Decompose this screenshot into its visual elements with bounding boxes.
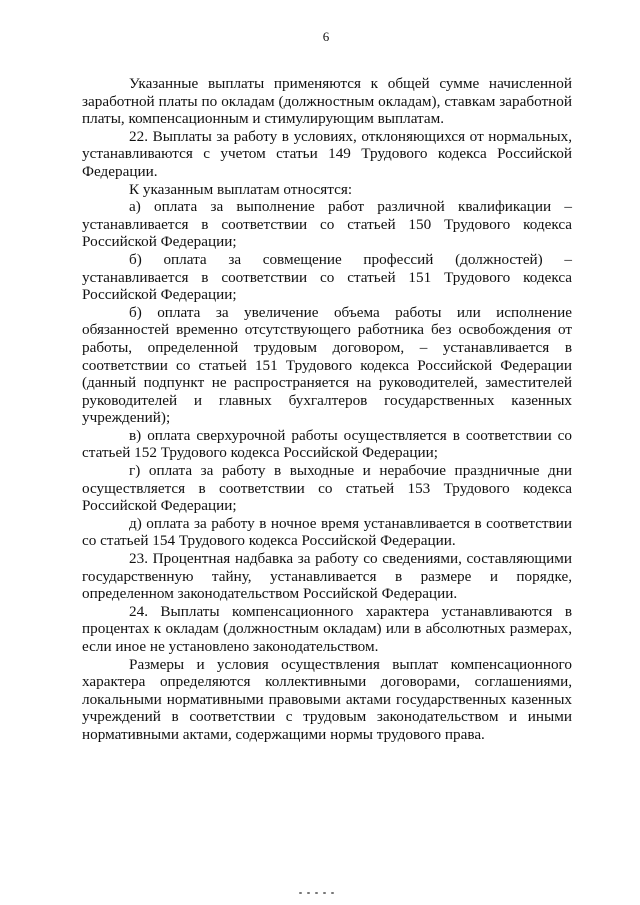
document-body [82, 75, 572, 744]
paragraph-compensation-conditions: Размеры и условия осуществления выплат компенсационного характера определяются коллективными договорами, соглашениями, локальными нормативными правовыми актами государственных казенных учреждений в соответствии с трудовым законодательством и иными нормативными актами, содержащими нормы трудового права. [82, 655, 572, 743]
list-item-v: в) оплата сверхурочной работы осуществляется в соответствии со статьей 152 Трудового кодекса Российской Федерации; [82, 426, 572, 462]
paragraph-payment-types-intro: К указанным выплатам относятся: [129, 180, 353, 198]
paragraph-payment-application: Указанные выплаты применяются к общей сумме начисленной заработной платы по окладам (должностным окладам), ставкам заработной платы, компенсационным и стимулирующим выплатам. [82, 75, 572, 128]
list-item-a: а) оплата за выполнение работ различной квалификации – устанавливается в соответствии со статьей 150 Трудового кодекса Российской Федерации; [82, 198, 572, 251]
paragraph-22: 22. Выплаты за работу в условиях, отклоняющихся от нормальных, устанавливаются с учетом статьи 149 Трудового кодекса Российской Федерации. [82, 127, 572, 180]
list-item-d: д) оплата за работу в ночное время устанавливается в соответствии со статьей 154 Трудового кодекса Российской Федерации. [82, 514, 572, 550]
page-number: 6 [322, 29, 330, 44]
list-item-g: г) оплата за работу в выходные и нерабочие праздничные дни осуществляется в соответствии со статьей 153 Трудового кодекса Российской Федерации; [82, 462, 572, 515]
paragraph-24: 24. Выплаты компенсационного характера устанавливаются в процентах к окладам (должностным окладам) или в абсолютных размерах, если иное не установлено законодательством. [82, 602, 572, 655]
paragraph-23: 23. Процентная надбавка за работу со сведениями, составляющими государственную тайну, устанавливается в размере и порядке, определенном законодательством Российской Федерации. [82, 550, 572, 603]
list-item-b-combined-professions: б) оплата за совмещение профессий (должностей) – устанавливается в соответствии со статьей 151 Трудового кодекса Российской Федерации; [82, 250, 572, 304]
list-item-b-increased-workload: б) оплата за увеличение объема работы или исполнение обязанностей временно отсутствующего работника без освобождения от работы, определенной трудовым договором, – устанавливается в соответствии со статьей 151 Трудового кодекса Российской Федерации (данный подпункт не распространяется на руководителей, заместителей руководителей и главных бухгалтеров государственных казенных учреждений); [82, 303, 572, 427]
scan-mark [299, 891, 341, 895]
